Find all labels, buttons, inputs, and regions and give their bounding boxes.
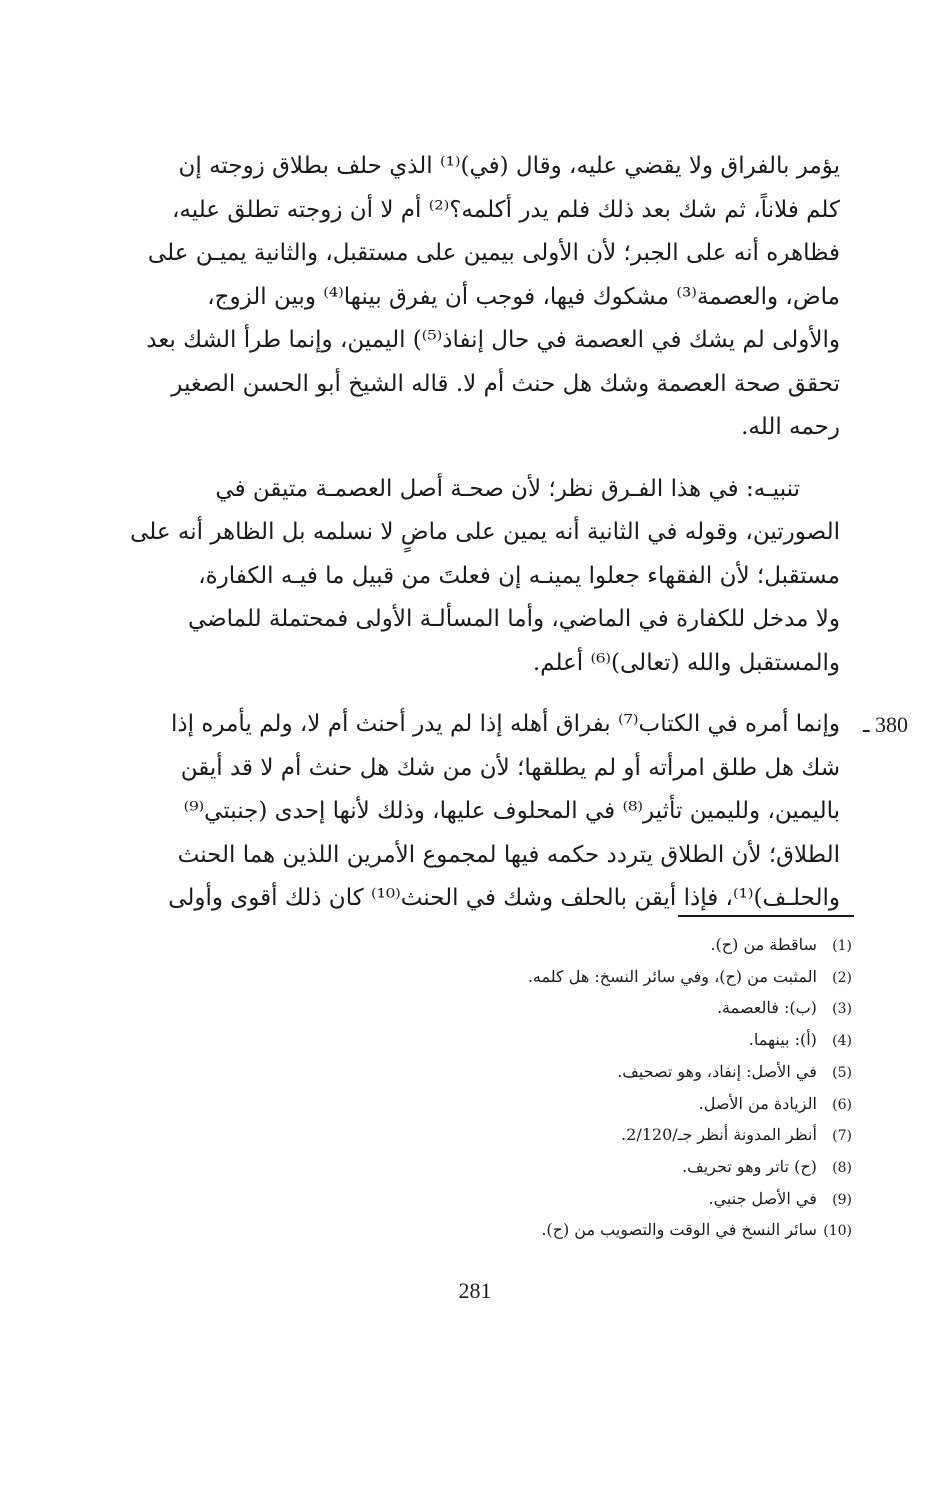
text-line: والحلـف)⁽¹⁾، فإذا أيقن بالحلف وشك في الحنث⁽¹⁰⁾ كان ذلك أقوى وأولى xyxy=(168,885,840,911)
footnote-number: (6) xyxy=(832,1096,852,1113)
footnote-text: في الأصل جنبي. xyxy=(708,1188,817,1208)
footnote xyxy=(200,930,852,962)
text-line: مستقبل؛ لأن الفقهاء جعلوا يمينـه إن فعلتَ من قبيل ما فيـه الكفارة، xyxy=(198,562,840,589)
text-line: الطلاق؛ لأن الطلاق يتردد حكمه فيها لمجموع الأمرين اللذين هما الحنث xyxy=(177,841,840,868)
footnote-number: (9) xyxy=(832,1191,852,1208)
text-line: يؤمر بالفراق ولا يقضي عليه، وقال (في)⁽¹⁾ الذي حلف بطلاق زوجته إن xyxy=(178,153,840,179)
footnote-divider xyxy=(678,915,854,917)
footnotes xyxy=(200,930,852,1247)
text-line: فظاهره أنه على الجبر؛ لأن الأولى بيمين على مستقبل، والثانية يميـن على xyxy=(147,240,840,266)
footnote-number: (8) xyxy=(832,1159,852,1176)
footnote-text: الزيادة من الأصل. xyxy=(698,1093,817,1113)
paragraph-2 xyxy=(100,468,840,686)
footnote-number: (10) xyxy=(823,1223,852,1240)
text-line: رحمه الله. xyxy=(741,414,840,440)
footnote-number: (1) xyxy=(832,938,852,954)
text-line: كلم فلاناً، ثم شك بعد ذلك فلم يدر أكلمه؟⁽²⁾ أم لا أن زوجته تطلق عليه، xyxy=(172,196,840,223)
footnote xyxy=(200,1025,852,1057)
footnote xyxy=(200,962,852,994)
footnote-text: أنظر المدونة أنظر جـ/2/120. xyxy=(621,1125,817,1145)
footnote xyxy=(200,1152,852,1184)
text-line: ماض، والعصمة⁽³⁾ مشكوك فيها، فوجب أن يفرق بينها⁽⁴⁾ وبين الزوج، xyxy=(207,283,840,310)
footnote-text: (أ): بينهما. xyxy=(748,1030,817,1050)
footnote-text: (ح) تاتر وهو تحريف. xyxy=(682,1156,817,1176)
footnote-number: (7) xyxy=(832,1128,852,1145)
text-line: تنبيـه: في هذا الفـرق نظر؛ لأن صحـة أصل العصمـة متيقن في xyxy=(215,475,800,502)
footnote-number: (5) xyxy=(832,1064,852,1081)
footnote xyxy=(200,993,852,1025)
footnote xyxy=(200,1120,852,1152)
paragraph-380 xyxy=(100,703,908,921)
text-line: الصورتين، وقوله في الثانية أنه يمين على ماضٍ لا نسلمه بل الظاهر أنه على xyxy=(130,519,840,545)
text-line: وإنما أمره في الكتاب⁽⁷⁾ بفراق أهله إذا لم يدر أحنث أم لا، ولم يأمره إذا xyxy=(171,711,840,737)
footnote xyxy=(200,1057,852,1089)
footnote-text: المثبت من (ح)، وفي سائر النسخ: هل كلمه. xyxy=(527,966,817,986)
page-number: 281 xyxy=(458,1278,492,1303)
footnote xyxy=(200,1089,852,1121)
footnote-text: ساقطة من (ح). xyxy=(710,935,817,954)
footnote-text: (ب): فالعصمة. xyxy=(716,998,817,1018)
footnote-text: في الأصل: إنفاد، وهو تصحيف. xyxy=(617,1061,817,1081)
text-line: تحقق صحة العصمة وشك هل حنث أم لا. قاله الشيخ أبو الحسن الصغير xyxy=(171,370,840,397)
main-text xyxy=(100,145,908,939)
paragraph-1 xyxy=(100,145,840,450)
item-number: 380 ـ xyxy=(863,712,908,737)
footnote xyxy=(200,1215,852,1247)
footnote-number: (4) xyxy=(832,1033,852,1050)
text-line: باليمين، ولليمين تأثير⁽⁸⁾ في المحلوف عليها، وذلك لأنها إحدى (جنبتي⁽⁹⁾ xyxy=(183,798,840,824)
text-line: ولا مدخل للكفارة في الماضي، وأما المسألـة الأولى فمحتملة للماضي xyxy=(187,606,840,632)
text-line: والمستقبل والله (تعالى)⁽⁶⁾ أعلم. xyxy=(532,649,840,676)
footnote-text: سائر النسخ في الوقت والتصويب من (ح). xyxy=(541,1220,817,1240)
text-line: شك هل طلق امرأته أو لم يطلقها؛ لأن من شك هل حنث أم لا قد أيقن xyxy=(180,754,840,781)
footnote xyxy=(200,1184,852,1216)
footnote-number: (3) xyxy=(832,1001,852,1018)
footnote-number: (2) xyxy=(832,969,852,986)
text-line: والأولى لم يشك في العصمة في حال إنفاذ⁽⁵⁾) اليمين، وإنما طرأ الشك بعد xyxy=(146,327,840,353)
